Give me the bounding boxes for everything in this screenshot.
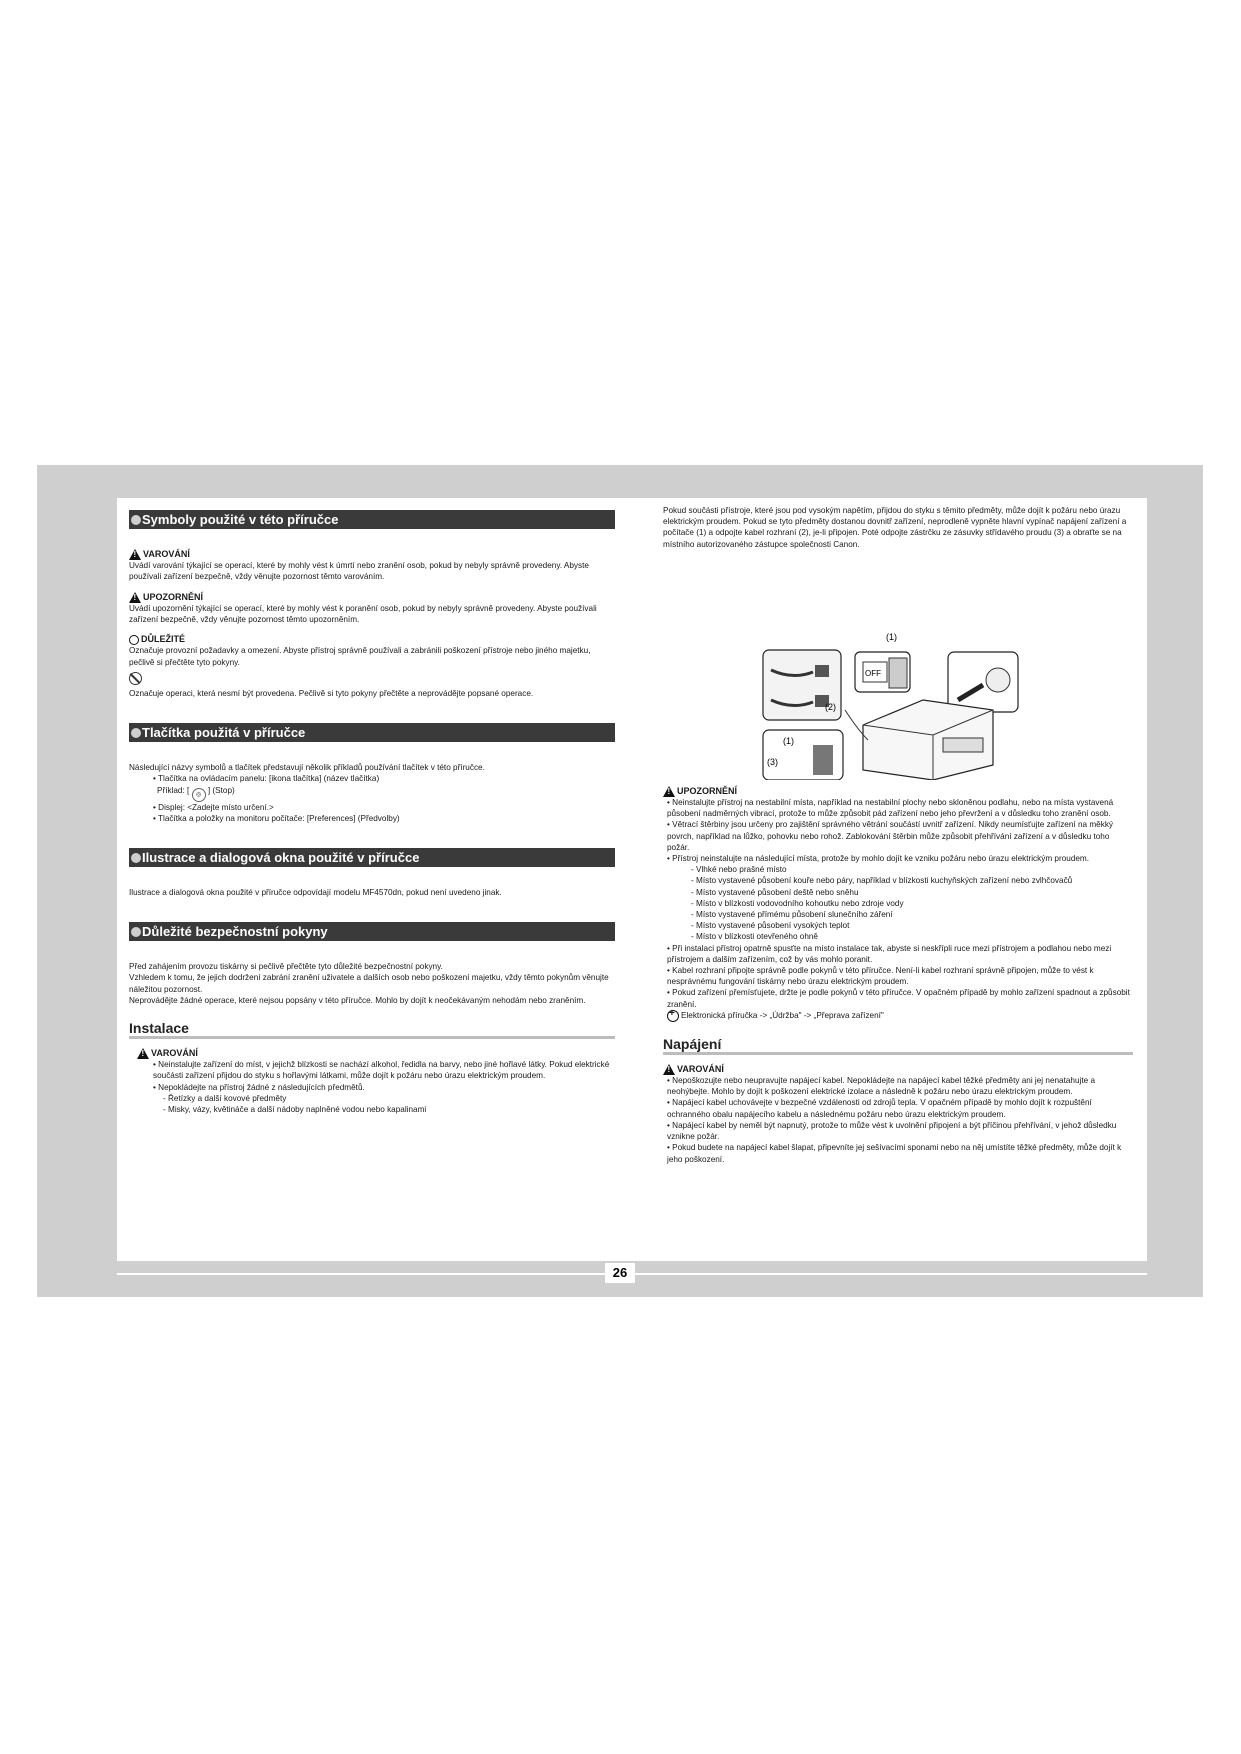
safety-p3: Neprovádějte žádné operace, které nejsou popsány v této příručce. Mohlo by dojít k neočekávaným nehodám nebo zraněním.	[129, 995, 586, 1005]
bullet-icon	[131, 927, 141, 937]
list-item: - Místo v blízkosti otevřeného ohně	[691, 931, 1133, 942]
warning-label: ! VAROVÁNÍ	[663, 1064, 1133, 1075]
section-buttons-header: Tlačítka použitá v příručce	[129, 723, 615, 742]
list-item: - Místo vystavené působení vysokých teplot	[691, 920, 1133, 931]
list-item: • Nepoškozujte nebo neupravujte napájecí kabel. Nepokládejte na napájecí kabel těžké předměty ani jej nenatahujte a neohýbejte. Mohlo by dojít k poškození elektrické izolace a následně k požáru nebo úrazu elektrickým proudem.	[667, 1075, 1133, 1097]
warning-triangle-icon	[129, 549, 141, 560]
caution-text: Uvádí upozornění týkající se operací, které by mohly vést k poranění osob, pokud by nebyly správně provedeny. Abyste používali zařízení bezpečně, vždy věnujte pozornost těmto upozorněním.	[129, 603, 597, 625]
off-label: OFF	[865, 668, 881, 678]
callout-label: (3)	[767, 756, 778, 767]
prohibited-icon	[129, 672, 142, 685]
section-symbols-header	[129, 510, 615, 529]
printer-disconnect-svg	[663, 560, 1133, 780]
list-item: • Pokud zařízení přemísťujete, držte je podle pokynů v této příručce. V opačném případě by mohlo zařízení spadnout a způsobit zranění.	[667, 987, 1133, 1009]
list-item: • Kabel rozhraní připojte správně podle pokynů v této příručce. Není-li kabel rozhraní správně připojen, může to vést k nesprávnému fungování tiskárny nebo úrazu elektrickým proudem.	[667, 965, 1133, 987]
list-item: • Neinstalujte zařízení do míst, v jejichž blízkosti se nachází alkohol, ředidla na barvy, nebo jiné hořlavé látky. Pokud elektrické součásti zařízení přijdou do styku s hořlavými látkami, může dojít k požáru nebo úrazu elektrickým proudem.	[153, 1059, 615, 1081]
list-item: - Řetízky a další kovové předměty	[163, 1093, 615, 1104]
warning-triangle-icon	[663, 1064, 675, 1075]
important-circle-icon	[129, 635, 139, 645]
section-illustrations-header: Ilustrace a dialogová okna použité v příručce	[129, 848, 615, 867]
reference-icon	[667, 1010, 679, 1022]
warning-triangle-icon	[137, 1048, 149, 1059]
warning-label: ! VAROVÁNÍ	[129, 549, 615, 560]
list-item: - Místo vystavené působení deště nebo sněhu	[691, 887, 1133, 898]
list-item: - Místo vystavené přímému působení slunečního záření	[691, 909, 1133, 920]
illustrations-text: Ilustrace a dialogová okna použité v příručce odpovídají modelu MF4570dn, pokud není uvedeno jinak.	[129, 888, 502, 898]
warning-text: Uvádí varování týkající se operací, které by mohly vést k úmrtí nebo zranění osob, pokud by nebyly správně provedeny. Abyste používali zařízení bezpečně, vždy věnujte pozornost těmto varováním.	[129, 561, 589, 582]
list-item: • Tlačítka na ovládacím panelu: [ikona tlačítka] (název tlačítka)	[153, 773, 615, 784]
left-column	[129, 510, 615, 1115]
list-item: • Nepokládejte na přístroj žádné z následujících předmětů.	[153, 1082, 615, 1093]
example-line: Příklad: [ ◎ ] (Stop)	[129, 785, 615, 802]
warning-label: ! VAROVÁNÍ	[129, 1048, 615, 1059]
important-text: Označuje provozní požadavky a omezení. Abyste přístroj správně používali a zabránili poškození přístroje nebo jiného majetku, pečlivě si přečtěte tyto pokyny.	[129, 646, 591, 667]
list-item: • Displej: <Zadejte místo určení.>	[153, 802, 615, 813]
safety-p1: Před zahájením provozu tiskárny si pečlivě přečtěte tyto důležité bezpečnostní pokyny.	[129, 962, 443, 972]
callout-label: (1)	[783, 735, 794, 746]
napajeni-heading: Napájení	[663, 1036, 1133, 1055]
buttons-list	[129, 773, 615, 784]
list-item: • Větrací štěrbiny jsou určeny pro zajištění správného větrání součástí uvnitř zařízení. Nikdy neumísťujte zařízení na měkký povrch, například na lůžko, pohovku nebo rohož. Zablokování štěrbin může způsobit přehřívání zařízení a v důsledku toho požár.	[667, 819, 1133, 853]
page-number: 26	[605, 1263, 635, 1283]
list-item: • Pokud budete na napájecí kabel šlapat, připevníte jej sešívacími sponami nebo na něj umístíte těžké předměty, může dojít k jeho poškození.	[667, 1142, 1133, 1164]
list-item: • Při instalaci přístroj opatrně spusťte na místo instalace tak, abyste si neskřípli ruce mezi přístrojem a podlahou nebo mezi přístrojem a dalším zařízením, což by vás mohlo poranit.	[667, 943, 1133, 965]
right-intro: Pokud součásti přístroje, které jsou pod vysokým napětím, přijdou do styku s těmito předměty, může dojít k požáru nebo úrazu elektrickým proudem. Pokud se tyto předměty dostanou dovnitř zařízení, neprodleně vypněte hlavní vypínač napájení zařízení a počítače (1) a odpojte kabel rozhraní (2), je-li připojen. Poté odpojte zástrčku ze zásuvky střídavého proudu (3) a obraťte se na místního autorizovaného zástupce společnosti Canon.	[663, 506, 1127, 549]
list-item: • Napájecí kabel uchovávejte v bezpečné vzdálenosti od zdrojů tepla. V opačném případě by mohlo dojít k rozpuštění ochranného obalu napájecího kabelu a následnému požáru nebo úrazu elektrickým proudem.	[667, 1097, 1133, 1119]
list-item: - Misky, vázy, květináče a další nádoby naplněné vodou nebo kapalinami	[163, 1104, 615, 1115]
instalace-heading: Instalace	[129, 1020, 615, 1039]
bullet-icon	[131, 728, 141, 738]
important-label: DŮLEŽITÉ	[129, 634, 615, 645]
list-item: • Neinstalujte přístroj na nestabilní místa, například na nestabilní plochy nebo skloněnou podlahu, nebo na místa vystavená působení nadměrných vibrací, protože to může způsobit pád zařízení nebo jeho převržení a v důsledku toho zranění osob.	[667, 797, 1133, 819]
caution-triangle-icon	[663, 786, 675, 797]
callout-label: (1)	[886, 631, 897, 642]
buttons-intro: Následující názvy symbolů a tlačítek představují několik příkladů používání tlačítek v této příručce.	[129, 763, 485, 773]
section-title: Symboly použité v této příručce	[142, 512, 339, 527]
right-column	[663, 505, 1133, 1165]
disconnect-illustration	[663, 560, 1133, 780]
list-item: • Tlačítka a položky na monitoru počítače: [Preferences] (Předvolby)	[153, 813, 615, 824]
safety-p2: Vzhledem k tomu, že jejich dodržení zabrání zranění uživatele a dalších osob nebo poškození majetku, vždy těmto pokynům věnujte náležitou pozornost.	[129, 973, 609, 994]
callout-label: (2)	[825, 701, 836, 712]
list-item: - Místo v blízkosti vodovodního kohoutku nebo zdroje vody	[691, 898, 1133, 909]
manual-reference: + Elektronická příručka -> „Údržba" -> „Přeprava zařízení"	[663, 1010, 1133, 1022]
bullet-icon	[131, 515, 141, 525]
caution-label: ! UPOZORNĚNÍ	[663, 786, 1133, 797]
list-item: - Místo vystavené působení kouře nebo páry, například v blízkosti kuchyňských zařízení nebo zvlhčovačů	[691, 875, 1133, 886]
bullet-icon	[131, 853, 141, 863]
list-item: • Přístroj neinstalujte na následující místa, protože by mohlo dojít ke vzniku požáru nebo úrazu elektrickým proudem.	[667, 853, 1133, 864]
stop-button-icon: ◎	[192, 788, 206, 802]
list-item: - Vlhké nebo prašné místo	[691, 864, 1133, 875]
section-safety-header: Důležité bezpečnostní pokyny	[129, 922, 615, 941]
list-item: • Napájecí kabel by neměl být napnutý, protože to může vést k uvolnění připojení a být příčinou přehřívání, v jehož důsledku vznikne požár.	[667, 1120, 1133, 1142]
caution-label: ! UPOZORNĚNÍ	[129, 592, 615, 603]
caution-triangle-icon	[129, 592, 141, 603]
prohibited-text: Označuje operaci, která nesmí být provedena. Pečlivě si tyto pokyny přečtěte a neprovádějte popsané operace.	[129, 689, 534, 699]
places-list	[663, 864, 1133, 942]
